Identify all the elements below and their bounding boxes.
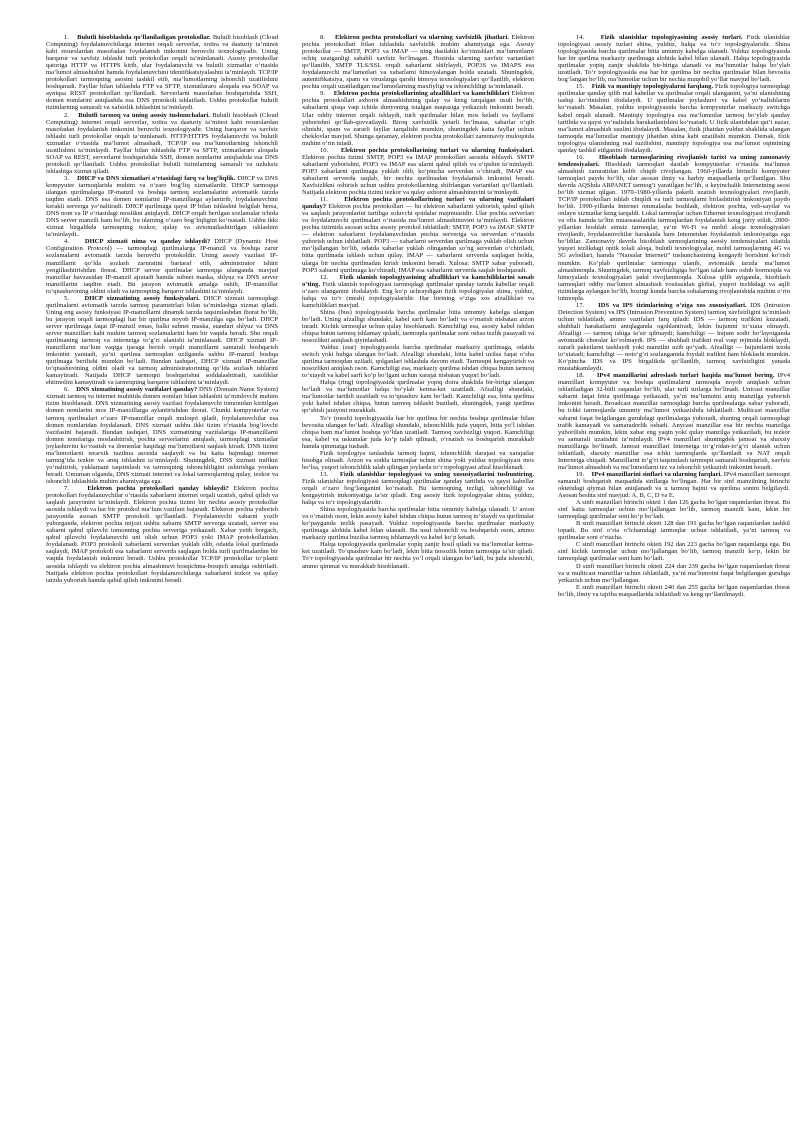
question-number: 1.	[64, 34, 69, 41]
question-body: A sinfi manzillari birinchi okteti 1 dan 126 gacha bo‘lgan raqamlardan iborat. Bu sinf katta tarmoqlar uchun mo‘ljallangan bo‘lib, tarmoq manzili kam, lekin bir tarmoqdagi qurilmalar soni ko‘p bo‘ladi.	[558, 499, 790, 521]
question-number: 11.	[320, 196, 328, 204]
column-1	[46, 34, 278, 1111]
question-body: Elektron pochta protokollari foydalanuvchilar o‘rtasida xabarlarni internet orqali uzatish, qabul qilish va saqlash jarayonini ta’minlaydi. Elektron pochta tizimi bir nechta asosiy protokollar asosida ishlaydi va har bir protokol ma’lum vazifani bajaradi. Elektron pochta yuborish jarayonida asosan SMTP protokoli qo‘llaniladi. Foydalanuvchi xabarni yozib yuborganda, elektron pochta mijozi ushbu xabarni SMTP serverga uzatadi, server esa xabarni qabul qiluvchi tomonning pochta serveriga yetkazadi. Xabar yetib borgach, qabul qiluvchi foydalanuvchi uni olish uchun POP3 yoki IMAP protokollaridan foydalanadi. POP3 protokoli xabarlarni serverdan yuklab olib, odatda lokal qurilmada saqlaydi, IMAP protokoli esa xabarlarni serverda saqlagan holda turli qurilmalardan bir vaqtda foydalanish imkonini beradi. Ushbu protokollar TCP/IP protokollar to‘plami asosida ishlaydi va elektron pochta almashinuvi bosqichma-bosqich amalga oshiriladi. Natijada elektron pochta protokollari foydalanuvchilarga xabarlarni tezkor va qulay tarzda yuborish hamda qabul qilish imkonini beradi	[46, 485, 278, 584]
question-number: 2.	[64, 111, 69, 119]
question-body: IDS (Intrusion Detection System) va IPS (Intrusion Prevention System) tarmoq xavfsizligini ta’minlash uchun ishlatiladi, ammo vazifalari farq qiladi: IDS — tarmoq trafikini kuzatadi, shubhali harakatlarni aniqlaganda ogohlantiradi, lekin hujumni to‘xtata olmaydi. Afzalligi — tarmoq ishiga ta’sir qilmaydi; kamchiligi — hujum sodir bo‘layotganda avtomatik choralar ko‘rolmaydi. IPS — shubhali trafikni real vaqt rejimida bloklaydi, zararli paketlarni tashlaydi yoki manzilni uzib qo‘yadi. Afzalligi — hujumlarni tezda to‘xtatadi; kamchiligi — noto‘g‘ri sozlanganida foydali trafikni ham bloklashi mumkin. Ko‘pincha IDS va IPS birgalikda qo‘llanilib, tarmoq xavfsizligini yanada mustahkamlaydi.	[558, 301, 790, 373]
question-item	[46, 295, 278, 387]
question-paragraph	[558, 563, 790, 584]
question-body: Bulutli hisoblash (Cloud Computing) foydalanuvchilarga internet orqali serverlar, xotira va dasturiy ta’minot kabi resurslardan masofadan foydalanish imkonini beruvchi texnologiyadir. Uning barqaror va xavfsiz ishlashi turli protokollar orqali ta’minlanadi. Asosiy protokollar qatoriga HTTP va HTTPS kirib, ular foydalanuvchi va bulutli xizmatlar o‘rtasida ma’lumot almashishni hamda foydalanuvchini identifikatsiyalashni ta’minlaydi. TCP/IP protokollari tarmoqning asosini tashkil etib, ma’lumotlarning ishonchli uzatilishini boshqaradi. Fayllar bilan ishlashda FTP va SFTP, xizmatlararo aloqada esa SOAP va ayniqsa REST protokollari qo‘llaniladi. Serverlarni masofadan boshqarishda SSH, domen nomlarini aniqlashda esa DNS protokoli ishlatiladi. Ushbu protokollar bulutli tizimlarning samarali va xafsizlik ishlashini ta’minlaydi.	[46, 34, 278, 112]
question-item	[302, 90, 534, 146]
question-number: 12.	[320, 273, 329, 281]
question-heading: Bulutli tarmoq va uning asosiy tushunchalari.	[78, 111, 210, 119]
question-heading: Elektron pochta protokollari qanday ishlaydi?	[87, 485, 229, 492]
question-body: Fizik ulanish topologiyasi tarmoqdagi qurilmalar qanday tarzda kabellar orqali o‘zaro ulanganini ifodalaydi. Eng ko‘p uchraydigan fizik topologiyalar shina, yulduz, halqa va to‘r (mesh) topologiyalaridir. Har birining o‘ziga xos afzalliklari va kamchiliklari mavjud.	[302, 280, 534, 309]
question-item	[558, 154, 790, 302]
question-number: 13.	[320, 470, 329, 478]
question-heading: Fizik ulanish topologiyasining afzalliklari va kamchiliklarini sanab o‘ting.	[302, 273, 534, 288]
question-body: Shina (bus) topologiyasida barcha qurilmalar bitta umumiy kabelga ulangan bo‘ladi. Uning afzalligi shundaki, kabel sarfi kam bo‘ladi va o‘rnatish nisbatan arzon turadi. Kichik tarmoqlar uchun qulay hisoblanadi. Kamchiligi esa, asosiy kabel ishdan chiqsa butun tarmoq ishlamay qoladi, tarmoqda qurilmalar soni oshsa tezlik pasayadi va nosozlikni aniqlash qiyinlashadi.	[302, 308, 534, 345]
question-paragraph	[558, 541, 790, 562]
question-paragraph	[302, 309, 534, 344]
question-heading: IPv4 manzillarini sinflari va ularning farqlari.	[591, 470, 722, 478]
question-number: 15.	[576, 83, 585, 91]
question-item	[558, 83, 790, 153]
question-item	[558, 471, 790, 499]
question-paragraph	[302, 379, 534, 414]
question-heading: Elektron pochta protokollarining turlari va ularning funksiyalari.	[340, 146, 534, 154]
question-heading: Hisoblash tarmoqlarining rivojlanish tarixi va uning zamonaviy tendensiyalari.	[558, 153, 790, 168]
question-body: Fizik topologiya tarmoqdagi qurilmalar qanday qilib real kabellar va qurilmalar orqali ulanganini, ya’ni ulanishning tashqi ko‘rinishini ifodalaydi. U qurilmalar joylashuvi va kabel yo‘nalishlarini ko‘rsatadi. Masalan, yulduz topologiyasida barcha kompyuterlar markaziy switchga kabel orqali ulanadi. Mantiqiy topologiya esa ma’lumotlar tarmoq bo‘ylab qanday tartibda va qaysi yo‘nalishda harakatlanishini ko‘rsatadi. U fizik ulanishdan qat’i nazar, ma’lumot almashish usulini ifodalaydi. Masalan, fizik jihatdan yulduz shaklida ulangan tarmoqda ma’lumotlar mantiqiy jihatdan shina kabi uzatilishi mumkin. Demak, fizik topologiya ulanishning real tuzilishini, mantiqiy topologiya esa ma’lumot oqimining qanday tashkil etilganini ifodalaydi.	[558, 83, 790, 154]
question-body: Fizik ulanishlar topologiyasi tarmoqdagi qurilmalar qanday tartibda va qaysi kabellar orqali o‘zaro bog‘langanini ko‘rsatadi. Bu tarmoqning tezligi, ishonchliligi va kengaytirish imkoniyatiga ta’sir qiladi. Eng asosiy fizik topologiyalar shina, yulduz, halqa va to‘r topologiyalaridir.	[302, 477, 534, 507]
question-item	[46, 485, 278, 584]
question-item	[302, 196, 534, 274]
question-item	[558, 372, 790, 471]
question-body: Fizik topologiya tanlashda tarmoq hajmi, ishonchlilik darajasi va xarajatlar hisobga olinadi. Arzon va sodda tarmoqlar uchun shina yoki yulduz topologiyasi mos bo‘lsa, yuqori ishonchlilik talab qilingan joylarda to‘r topologiyasi afzal hisoblanadi.	[302, 449, 534, 471]
question-number: 7.	[64, 485, 69, 492]
question-item	[302, 274, 534, 309]
question-paragraph	[558, 584, 790, 598]
question-item	[558, 302, 790, 372]
question-heading: DHCP va DNS xizmatlari o‘rtasidagi farq va bog‘liqlik.	[77, 174, 236, 182]
question-number: 5.	[64, 294, 69, 302]
question-body: Elektron pochta tizimi SMTP, POP3 va IMAP protokollari asosida ishlaydi. SMTP xabarlarni yuborishni, POP3 va IMAP esa ularni qabul qilish va o‘qishni ta’minlaydi. POP3 xabarlarni qurilmaga yuklab olib, ko‘pincha serverdan o‘chiradi, IMAP esa xabarlarni serverda saqlab, bir nechta qurilmadan foydalanish imkonini beradi. Xavfsizlikni oshirish uchun ushbu protokollarning shifrlangan variantlari qo‘llaniladi. Natijada elektron pochta tizimi tezkor va qulay axborot almashinuvini ta’minlaydi.	[302, 153, 534, 197]
question-body: B sinfi manzillari birinchi okteti 128 dan 191 gacha bo‘lgan raqamlardan tashkil topadi. Bu sinf o‘rta o‘lchamdagi tarmoqlar uchun ishlatiladi, ya’ni tarmoq va qurilmalar soni o‘rtacha.	[558, 520, 790, 542]
question-item	[46, 386, 278, 485]
question-body: DHCP (Dynamic Host Configuration Protocol) — tarmoqdagi qurilmalarga IP-manzil va boshqa zarur sozlamalarni avtomatik tarzda beruvchi protokoldir. Uning asosiy vazifasi IP-manzillarni qo‘lda sozlash zaruratini bartaraf etib, administrator ishini yengillashtirishdan iborat. DHCP server qurilmalar tarmoqqa ulanganda mavjud manzillar havzasidan IP-manzil ajratadi hamda subnet maska, shlyuz va DNS server manzillarini taqdim etadi. Bu jarayon avtomatik amalga oshib, IP-manzillar to‘qnashuvining oldini oladi va tarmoqning barqaror ishlashini ta’minlaydi.	[46, 238, 278, 295]
question-paragraph	[558, 499, 790, 520]
question-body: Fizik ulanishlar topologiyasi asosiy turlari shina, yulduz, halqa va to‘r topologiyalaridir. Shina topologiyasida barcha qurilmalar bitta umumiy kabelga ulanadi. Yulduz topologiyasida har bir qurilma markaziy qurilmaga alohida kabel bilan ulanadi. Halqa topologiyasida qurilmalar yopiq zanjir shaklida bir-biriga ulanadi va ma’lumotlar halqa bo‘ylab uzatiladi. To‘r topologiyasida esa har bir qurilma bir nechta qurilmalar bilan bevosita bog‘langan bo‘lib, ma’lumotlar uchun bir nechta muqobil yo‘llar mavjud bo‘ladi.	[558, 34, 790, 84]
question-heading: Fizik va mantiqiy topologiyalarni farqlang.	[591, 83, 714, 91]
question-body: Hisoblash tarmoqlari dastlab kompyuterlar o‘rtasida ma’lumot almashish zaruratidan kelib chiqib rivojlangan. 1960-yillarda birinchi kompyuter tarmoqlari paydo bo‘lib, ular asosan ilmiy va harbiy maqsadlarda qo‘llanilgan. Shu davrda AQShda ARPANET tarmog‘i yaratilgan bo‘lib, u keyinchalik Internetning asosi bo‘lib xizmat qilgan. 1970–1980-yillarda paketli uzatish texnologiyalari rivojlanib, TCP/IP protokollari ishlab chiqildi va turli tarmoqlarni birlashtirish imkoniyati paydo bo‘ldi. 1990-yillarda Internet ommalasha boshladi, elektron pochta, veb-saytlar va onlayn xizmatlar keng tarqaldi. Lokal tarmoqlar uchun Ethernet texnologiyasi rivojlandi va ofis hamda ta’lim muassasalarida tarmoqlardan foydalanish keng joriy etildi. 2000-yillardan boshlab simsiz tarmoqlar, ya’ni Wi-Fi va mobil aloqa texnologiyalari rivojlanib, foydalanuvchilar harakatda ham Internetdan foydalanish imkoniyatiga ega bo‘ldilar. Zamonaviy davrda hisoblash tarmoqlarining asosiy tendensiyalari sifatida yuqori tezlikdagi optik tolali aloqa, bulutli texnologiyalar, mobil tarmoqlarning 4G va 5G avlodlari, hamda “Narsalar Interneti” tushunchasining kengayib borishini ko‘rish mumkin. Ko‘plab qurilmalar tarmoqqa ulanib, avtomatik tarzda ma’lumot almashmoqda. Shuningdek, tarmoq xavfsizligiga bo‘lgan talab ham oshib bormoqda va himoyalash texnologiyalari jadal rivojlanmoqda. Xulosa qilib aytganda, hisoblash tarmoqlari oddiy ma’lumot almashish vositasidan global, yuqori tezlikdagi va aqlli tizimlarga aylangan bo‘lib, hozirgi kunda barcha sohalarning rivojlanishida muhim o‘rin tutmoqda.	[558, 160, 790, 302]
question-heading: Elektron pochta protokollarining turlari va ularning vazifalari qanday?	[302, 196, 534, 211]
question-heading: Elektron pochta protokollarining afzalliklari va kamchiliklari	[333, 90, 510, 98]
question-item	[46, 112, 278, 175]
question-heading: Fizik ulanishlar topologiyasi va uning xususiyatlarini tushuntiring.	[339, 470, 534, 478]
question-paragraph	[302, 541, 534, 569]
question-body: Bulutli hisoblash (Cloud Computing) internet orqali serverlar, xotira va dasturiy ta’minot kabi resurslardan masofadan foydalanish imkonini beruvchi texnologiyadir. Uning barqaror va xavfsiz ishlashi turli protokollar orqali ta’minlanadi. HTTP/HTTPS foydalanuvchi va bulutli xizmatlar o‘rtasida ma’lumot almashadi, TCP/IP esa ma’lumotlarning ishonchli uzatilishini ta’minlaydi. Fayllar bilan ishlashda FTP va SFTP, xizmatlararo aloqada SOAP va REST, serverlarni boshqarishda SSH, domen nomlarini aniqlashda esa DNS protokoli qo‘llaniladi. Ushbu protokollar bulutli tizimlarning samarali va uzluksiz ishlashiga xizmat qiladi.	[46, 111, 278, 175]
question-number: 17.	[576, 301, 585, 309]
question-heading: Elektron pochta protokollari va ularning xavfsizlik jihatlari.	[334, 34, 509, 41]
question-number: 18.	[576, 372, 585, 380]
question-body: DNS (Domain Name System) xizmati tarmoq va internet muhitida domen nomlari bilan ishlashni ta’minlovchi muhim tizim hisoblanadi. DNS xizmatining asosiy vazifasi foydalanuvchi tomonidan kiritilgan domen nomlarini mos IP-manzillarga aylantirishdan iborat. Chunki kompyuterlar va tarmoq qurilmalari o‘zaro IP-manzillar orqali muloqot qiladi, foydalanuvchilar esa domen nomlaridan foydalanadi. DNS xizmati ushbu ikki tizim o‘rtasida bog‘lovchi vazifasini bajaradi. Bundan tashqari, DNS xizmatining vazifalariga IP-manzillarni domen nomlariga moslashtirish, pochta serverlarini aniqlash, tarmoqdagi xizmatlar joylashuvini ko‘rsatish va domenlar haqidagi ma’lumotlarni saqlash kiradi. DNS tizimi ma’lumotlarni ierarxik tuzilma asosida saqlaydi va bu katta hajmdagi internet tarmog‘ida tezkor va aniq ishlashni ta’minlaydi. Shuningdek, DNS xizmati trafikni yo‘naltirish, yuklamani taqsimlash va tarmoqning ishonchliligini oshirishga yordam beradi. Umuman olganda, DNS xizmati internet va lokal tarmoqlarning qulay, tezkor va ishonchli ishlashida muhim ahamiyatga ega.	[46, 386, 278, 485]
question-body: Elektron pochta protokollari bilan ishlashda xavfsizlik muhim ahamiyatga ega. Asosiy protokollar — SMTP, POP3 va IMAP — ning dastlabki ko‘rinishlari ma’lumotlarni ochiq uzatganligi sababli xavfsiz bo‘lmagan. Hozirda ularning xavfsiz variantlari qo‘llanilib, SMTP TLS/SSL orqali xabarlarni shifrlaydi, POP3S va IMAPS esa foydalanuvchi ma’lumotlari va xabarlarni himoyalangan holda uzatadi. Shuningdek, autentifikatsiya, spam va viruslarga qarshi himoya texnologiyalari qo‘llanilib, elektron pochta orqali uzatiladigan ma’lumotlarning maxfiyligi va ishonchliligi ta’minlanadi.	[302, 34, 534, 91]
question-heading: IPv4 manzillarini adreslash turlari haqida ma’lumot bering.	[596, 372, 775, 380]
question-heading: Fizik ulanishlar topologiyasining asosiy turlari.	[600, 34, 743, 41]
question-body: IPv4 manzillari tarmoqni samarali boshqarish maqsadida sinflarga bo‘lingan. Har bir sinf manzilning birinchi oktetidagi qiymat bilan aniqlanadi va u tarmoq hajmi va qurilma sonini belgilaydi. Asosan beshta sinf mavjud: A, B, C, D va E.	[558, 470, 790, 500]
question-item	[46, 238, 278, 294]
question-number: 16.	[576, 153, 585, 161]
question-number: 10.	[320, 146, 329, 154]
question-body: DHCP xizmati tarmoqdagi qurilmalarni avtomatik tarzda tarmoq parametrlari bilan ta’minlashga xizmat qiladi. Uning eng asosiy funksiyasi IP-manzillarni dinamik tarzda taqsimlashdan iborat bo‘lib, bu jarayon orqali tarmoqdagi har bir qurilma noyob IP-manzilga ega bo‘ladi. DHCP server qurilmaga faqat IP-manzil emas, balki subnet maska, standart shlyuz va DNS server manzillari kabi muhim tarmoq sozlamalarini ham bir vaqtda beradi. Shu orqali qurilmaning tarmoq va internetga to‘g‘ri ulanishi ta’minlanadi. DHCP xizmati IP-manzillarni ma’lum vaqtga ijaraga berish orqali manzillarni samarali boshqarish imkonini yaratadi, ya’ni qurilma tarmoqdan uzilganda ushbu IP-manzil boshqa qurilmaga berilishi mumkin bo‘ladi. Bundan tashqari, DHCP xizmati IP-manzillar to‘qnashuvining oldini oladi va tarmoq administratorining qo‘lda sozlash ishlarini kamaytiradi. Natijada DHCP tarmoqni boshqarishni soddalashtiradi, xatoliklar ehtimolini kamaytiradi va tarmoqning barqaror ishlashini ta’minlaydi.	[46, 294, 278, 387]
question-item	[302, 34, 534, 90]
question-heading: Bulutli hisoblashda qo‘llaniladigan protokollar.	[77, 34, 211, 41]
question-body: Yulduz (star) topologiyasida barcha qurilmalar markaziy qurilmaga, odatda switch yoki hubga ulangan bo‘ladi. Afzalligi shundaki, bitta kabel uzilsa faqat o‘sha qurilma tarmoqdan uziladi, qolganlari ishlashda davom etadi. Tarmoqni kengaytirish va nosozlikni aniqlash oson. Kamchiligi esa, markaziy qurilma ishdan chiqsa butun tarmoq to‘xtaydi va kabel sarfi ko‘p bo‘lgani uchun xarajat nisbatan yuqori bo‘ladi.	[302, 344, 534, 380]
question-body: Halqa (ring) topologiyasida qurilmalar yopiq doira shaklida bir-biriga ulangan bo‘ladi va ma’lumotlar halqa bo‘ylab ketma-ket uzatiladi. Afzalligi shundaki, ma’lumotlar tartibli uzatiladi va to‘qnashuv kam bo‘ladi. Kamchiligi esa, bitta qurilma yoki kabel ishdan chiqsa, butun tarmoq ishlashi buziladi, shuningdek, yangi qurilma qo‘shish jarayoni murakkab.	[302, 379, 534, 415]
question-item	[302, 147, 534, 196]
question-number: 6.	[64, 386, 69, 394]
question-number: 9.	[320, 90, 325, 98]
question-paragraph	[302, 344, 534, 379]
question-body: To‘r (mesh) topologiyasida har bir qurilma bir nechta boshqa qurilmalar bilan bevosita ulangan bo‘ladi. Afzalligi shundaki, ishonchlilik juda yuqori, bitta yo‘l ishdan chiqsa ham ma’lumot boshqa yo‘ldan uzatiladi. Tarmoq xavfsizligi yuqori. Kamchiligi esa, kabel va uskunalar juda ko‘p talab qilinadi, o‘rnatish va boshqarish murakkab hamda qimmatga tushadi.	[302, 414, 534, 450]
question-body: Elektron pochta protokollari — bu elektron xabarlarni yuborish, qabul qilish va saqlash jarayonlarini tartibga soluvchi qoidalar majmuasidir. Ular pochta serverlari va foydalanuvchi qurilmalari o‘rtasida ma’lumot almashinuvini ta’minlaydi. Elektron pochta tizimida asosan uchta asosiy protokol ishlatiladi: SMTP, POP3 va IMAP. SMTP — elektron xabarlarni foydalanuvchidan pochta serveriga va serverdan o‘rtasida yuborish uchun ishlatiladi. POP3 — xabarlarni serverdan qurilmaga yuklab olish uchun mo‘ljallangan bo‘lib, odatda xabarlar yuklab olingandan so‘ng serverdan o‘chiriladi, bitta qurilmada ishlash uchun qulay. IMAP — xabarlarni serverda saqlagan holda, ularga bir nechta qurilmadan kirish imkonini beradi. Xulosa: SMTP xabar yuboradi, POP3 xabarni qurilmaga ko‘chiradi, IMAP esa xabarlarni serverda saqlab boshqaradi.	[302, 203, 534, 274]
question-heading: DHCP xizmati nima va qanday ishlaydi?	[84, 238, 211, 246]
question-body: Elektron pochta protokollari axborot almashishning qulay va keng tarqalgan usuli bo‘lib, xabarlarni qisqa vaqt ichida dunyoning istalgan nuqtasiga yetkazish imkonini beradi. Ular oddiy internet orqali ishlaydi, turli qurilmalar bilan mos keladi va fayllarni yuborishni qo‘llab-quvvatlaydi. Biroq xavfsizlik yetarli bo‘lmasa, xabarlar o‘qib olinishi, spam va zararli fayllar tarqalishi mumkin, shuningdek katta fayllar uchun cheklovlar mavjud. Shunga qaramay, elektron pochta protokollari zamonaviy muloqotda muhim o‘rin tutadi.	[302, 90, 534, 147]
question-number: 19.	[576, 470, 585, 478]
question-paragraph	[558, 520, 790, 541]
question-item	[46, 175, 278, 238]
question-body: IPv4 manzillari kompyuter va boshqa qurilmalarni tarmoqda noyob aniqlash uchun ishlatiladigan 32-bitli raqamlar bo‘lib, ular turli turlarga bo‘linadi. Unicast manzillar xabarni faqat bitta qurilmaga yetkazadi, ya’ni ma’lumotni aniq manzilga yuborish imkonini beradi. Broadcast manzillar tarmoqdagi barcha qurilmalarga xabar yuboradi, bu ichki tarmoqlarda umumiy ma’lumot yetkazishda ishlatiladi. Multicast manzillar xabarni faqat belgilangan guruhdagi qurilmalarga yuboradi, shuning orqali tarmoqdagi trafik kamayadi va samaradorlik oshadi. Anycast manzillar esa bir nechta manzilga yuborilishi mumkin, lekin xabar eng yaqin yoki qulay manzilga yetkaziladi, bu tezkor va samarali uzatishni ta’minlaydi. IPv4 manzillari shuningdek jamoat va shaxsiy manzillarga bo‘linadi. Jamoat manzillari Internetga to‘g‘ridan-to‘g‘ri ulanish uchun ishlatiladi, shaxsiy manzillar esa ichki tarmoqlarda qo‘llaniladi va NAT orqali Internetga chiqadi. Manzillarni to‘g‘ri taqsimlash tarmoqni samarali boshqarish, xavfsiz ma’lumot almashish va ma’lumotlarni tez va ishonchli yetkazish imkonini beradi.	[558, 372, 790, 471]
question-paragraph	[302, 506, 534, 541]
column-2	[302, 34, 534, 1111]
question-item	[302, 471, 534, 506]
question-body: DHCP va DNS kompyuter tarmoqlarida muhim va o‘zaro bog‘liq xizmatlardir. DHCP tarmoqqa ulangan qurilmalarga IP-manzil va boshqa tarmoq sozlamalarini avtomatik tarzda taqdim etadi. DNS esa domen nomlarini IP-manzillarga aylantirib, foydalanuvchini kerakli serverga yo‘naltiradi. DHCP qurilmaga qaysi IP bilan ishlashni belgilab bersa, DNS nom va IP o‘rtasidagi moslikni aniqlaydi. DHCP orqali berilgan sozlamalar ichida DNS server manzili ham bo‘lib, bu ularning o‘zaro bog‘liqligini ko‘rsatadi. Ushbu ikki xizmat birgalikda tarmoqning tezkor, qulay va avtomatlashtirilgan ishlashini ta’minlaydi..	[46, 174, 278, 239]
question-body: E sinfi manzillari birinchi okteti 240 dan 255 gacha bo‘lgan raqamlardan iborat bo‘lib, ilmiy va tajriba maqsadlarida ishlatiladi va keng qo‘llanilmaydi.	[558, 583, 790, 598]
question-number: 8.	[320, 34, 325, 41]
question-paragraph	[302, 450, 534, 471]
question-number: 4.	[64, 238, 69, 246]
question-body: Shina topologiyasida barcha qurilmalar bitta umumiy kabelga ulanadi. U arzon va o‘rnatish oson, lekin asosiy kabel ishdan chiqsa butun tarmoq to‘xtaydi va qurilmalar ko‘payganda tezlik pasayadi. Yulduz topologiyasida barcha qurilmalar markaziy qurilmaga alohida kabel bilan ulanadi. Bu usul ishonchli va boshqarish oson, ammo markaziy qurilma buzilsa tarmoq ishlamaydi va kabel ko‘p ketadi.	[302, 506, 534, 542]
question-heading: IDS va IPS tizimlarining o‘ziga xos xususiyatlari.	[598, 301, 747, 309]
question-body: Halqa topologiyasida qurilmalar yopiq zanjir hosil qiladi va ma’lumotlar ketma-ket uzatiladi. To‘qnashuv kam bo‘ladi, lekin bitta nosozlik butun tarmoqqa ta’sir qiladi. To‘r topologiyasida qurilmalar bir nechta yo‘l orqali ulangan bo‘ladi, bu juda ishonchli, ammo qimmat va murakkab hisoblanadi.	[302, 541, 534, 570]
question-item	[46, 34, 278, 112]
question-paragraph	[302, 415, 534, 450]
question-number: 14.	[576, 34, 585, 41]
question-body: D sinfi manzillari birinchi okteti 224 dan 239 gacha bo‘lgan raqamlardan iborat va u multicast manzillar uchun ishlatiladi, ya’ni ma’lumotni faqat belgilangan guruhga yetkazish uchun mo‘ljallangan.	[558, 562, 790, 584]
question-heading: DNS xizmatining asosiy vazifalari qanday?	[76, 386, 198, 394]
column-3	[558, 34, 790, 1111]
question-item	[558, 34, 790, 83]
question-heading: DHCP xizmatining asosiy funksiyalari.	[84, 294, 200, 302]
question-body: C sinfi manzillari birinchi okteti 192 dan 223 gacha bo‘lgan raqamlarga ega. Bu sinf kichik tarmoqlar uchun mo‘ljallangan bo‘lib, tarmoq manzili ko‘p, lekin bir tarmoqdagi qurilmalar soni kam bo‘ladi.	[558, 541, 790, 563]
question-number: 3.	[64, 174, 69, 182]
